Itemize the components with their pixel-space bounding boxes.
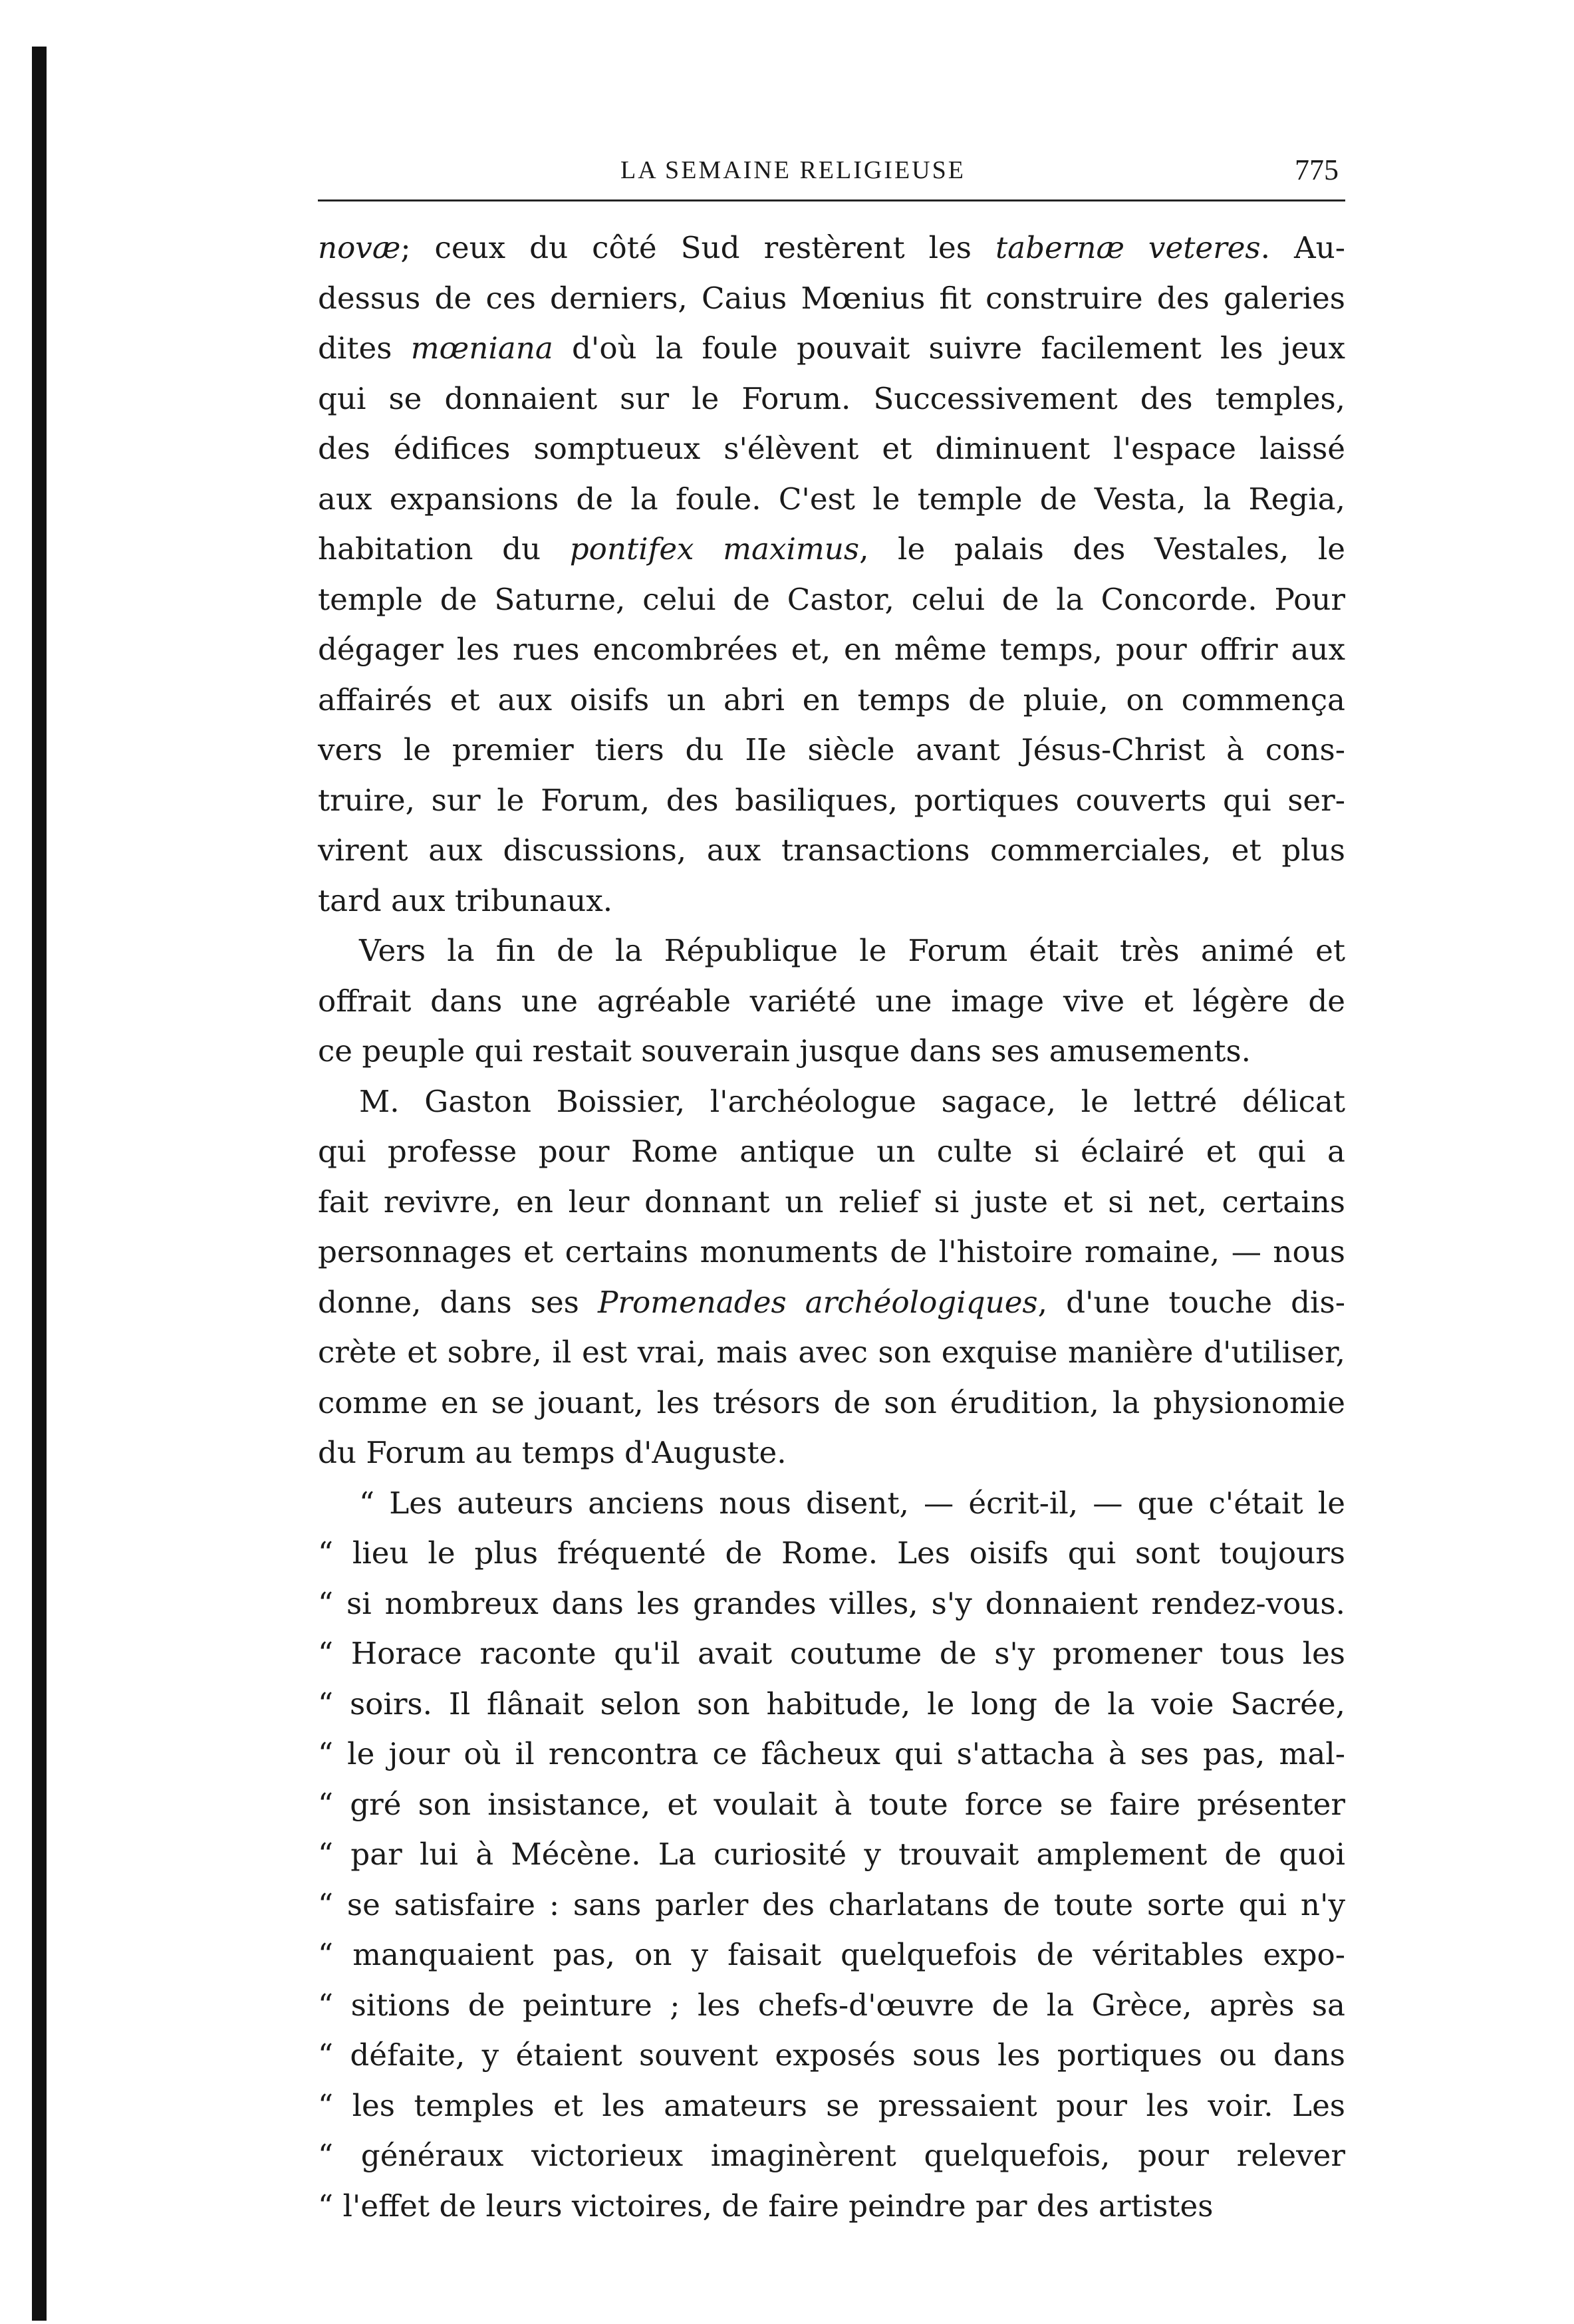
text-line: temple de Saturne, celui de Castor, celui de la Concorde. Pour xyxy=(318,581,1345,617)
paragraph xyxy=(318,223,1345,926)
text-line: personnages et certains monuments de l'histoire romaine, — nous xyxy=(318,1234,1345,1269)
text-line: virent aux discussions, aux transactions commerciales, et plus xyxy=(318,833,1345,868)
running-head xyxy=(318,153,1345,201)
text-line: des édifices somptueux s'élèvent et diminuent l'espace laissé xyxy=(318,431,1345,466)
text-line: novæ; ceux du côté Sud restèrent les tabernæ veteres. Au- xyxy=(318,230,1346,265)
text-line: “ sitions de peinture ; les chefs-d'œuvre de la Grèce, après sa xyxy=(318,1987,1345,2023)
text-line: “ lieu le plus fréquenté de Rome. Les oisifs qui sont toujours xyxy=(318,1535,1345,1571)
text-line: “ manquaient pas, on y faisait quelquefois de véritables expo- xyxy=(318,1937,1345,1972)
text-line: crète et sobre, il est vrai, mais avec son exquise manière d'utiliser, xyxy=(318,1335,1345,1370)
text-line: tard aux tribunaux. xyxy=(318,882,613,918)
text-line: “ gré son insistance, et voulait à toute force se faire présenter xyxy=(318,1786,1345,1822)
text-line: habitation du pontifex maximus, le palais des Vestales, le xyxy=(318,531,1346,567)
text-line: dites mœniana d'où la foule pouvait suivre facilement les jeux xyxy=(318,330,1345,366)
text-body xyxy=(318,223,1345,2231)
binding-edge xyxy=(32,47,47,2321)
text-line: “ les temples et les amateurs se pressaient pour les voir. Les xyxy=(318,2087,1345,2123)
text-line: “ si nombreux dans les grandes villes, s'y donnaient rendez-vous. xyxy=(318,1585,1345,1621)
paragraph xyxy=(318,926,1345,1077)
text-line: fait revivre, en leur donnant un relief si juste et si net, certains xyxy=(318,1184,1345,1220)
text-line: “ généraux victorieux imaginèrent quelquefois, pour relever xyxy=(318,2138,1345,2173)
text-line: dégager les rues encombrées et, en même temps, pour offrir aux xyxy=(318,632,1345,667)
text-line: “ se satisfaire : sans parler des charlatans de toute sorte qui n'y xyxy=(318,1886,1345,1922)
text-line: qui professe pour Rome antique un culte si éclairé et qui a xyxy=(318,1134,1345,1169)
paragraph xyxy=(318,1478,1345,2232)
text-line: “ Les auteurs anciens nous disent, — écrit-il, — que c'était le xyxy=(359,1485,1345,1521)
page-number: 775 xyxy=(1295,154,1339,186)
text-line: ce peuple qui restait souverain jusque dans ses amusements. xyxy=(318,1033,1251,1069)
book-page xyxy=(318,153,1345,2231)
text-line: affairés et aux oisifs un abri en temps de pluie, on commença xyxy=(318,682,1345,717)
text-line: dessus de ces derniers, Caius Mœnius fit construire des galeries xyxy=(318,280,1345,316)
text-line: “ par lui à Mécène. La curiosité y trouvait amplement de quoi xyxy=(318,1837,1345,1872)
text-line: M. Gaston Boissier, l'archéologue sagace, le lettré délicat xyxy=(359,1083,1345,1119)
text-line: “ Horace raconte qu'il avait coutume de s'y promener tous les xyxy=(318,1636,1345,1671)
text-line: donne, dans ses Promenades archéologiques, d'une touche dis- xyxy=(318,1284,1345,1320)
text-line: comme en se jouant, les trésors de son érudition, la physionomie xyxy=(318,1384,1345,1420)
text-line: “ le jour où il rencontra ce fâcheux qui s'attacha à ses pas, mal- xyxy=(318,1736,1345,1771)
text-line: offrait dans une agréable variété une image vive et légère de xyxy=(318,983,1345,1019)
text-line: aux expansions de la foule. C'est le temple de Vesta, la Regia, xyxy=(318,481,1345,517)
text-line: qui se donnaient sur le Forum. Successivement des temples, xyxy=(318,380,1345,416)
text-line: truire, sur le Forum, des basiliques, portiques couverts qui ser- xyxy=(318,782,1345,818)
text-line: “ l'effet de leurs victoires, de faire peindre par des artistes xyxy=(318,2188,1214,2224)
text-line: Vers la fin de la République le Forum était très animé et xyxy=(359,933,1345,968)
running-title: LA SEMAINE RELIGIEUSE xyxy=(620,156,966,184)
paragraph xyxy=(318,1077,1345,1478)
text-line: “ défaite, y étaient souvent exposés sous les portiques ou dans xyxy=(318,2037,1345,2073)
text-line: “ soirs. Il flânait selon son habitude, le long de la voie Sacrée, xyxy=(318,1686,1345,1722)
text-line: du Forum au temps d'Auguste. xyxy=(318,1435,787,1470)
text-line: vers le premier tiers du IIe siècle avant Jésus-Christ à cons- xyxy=(318,732,1345,767)
